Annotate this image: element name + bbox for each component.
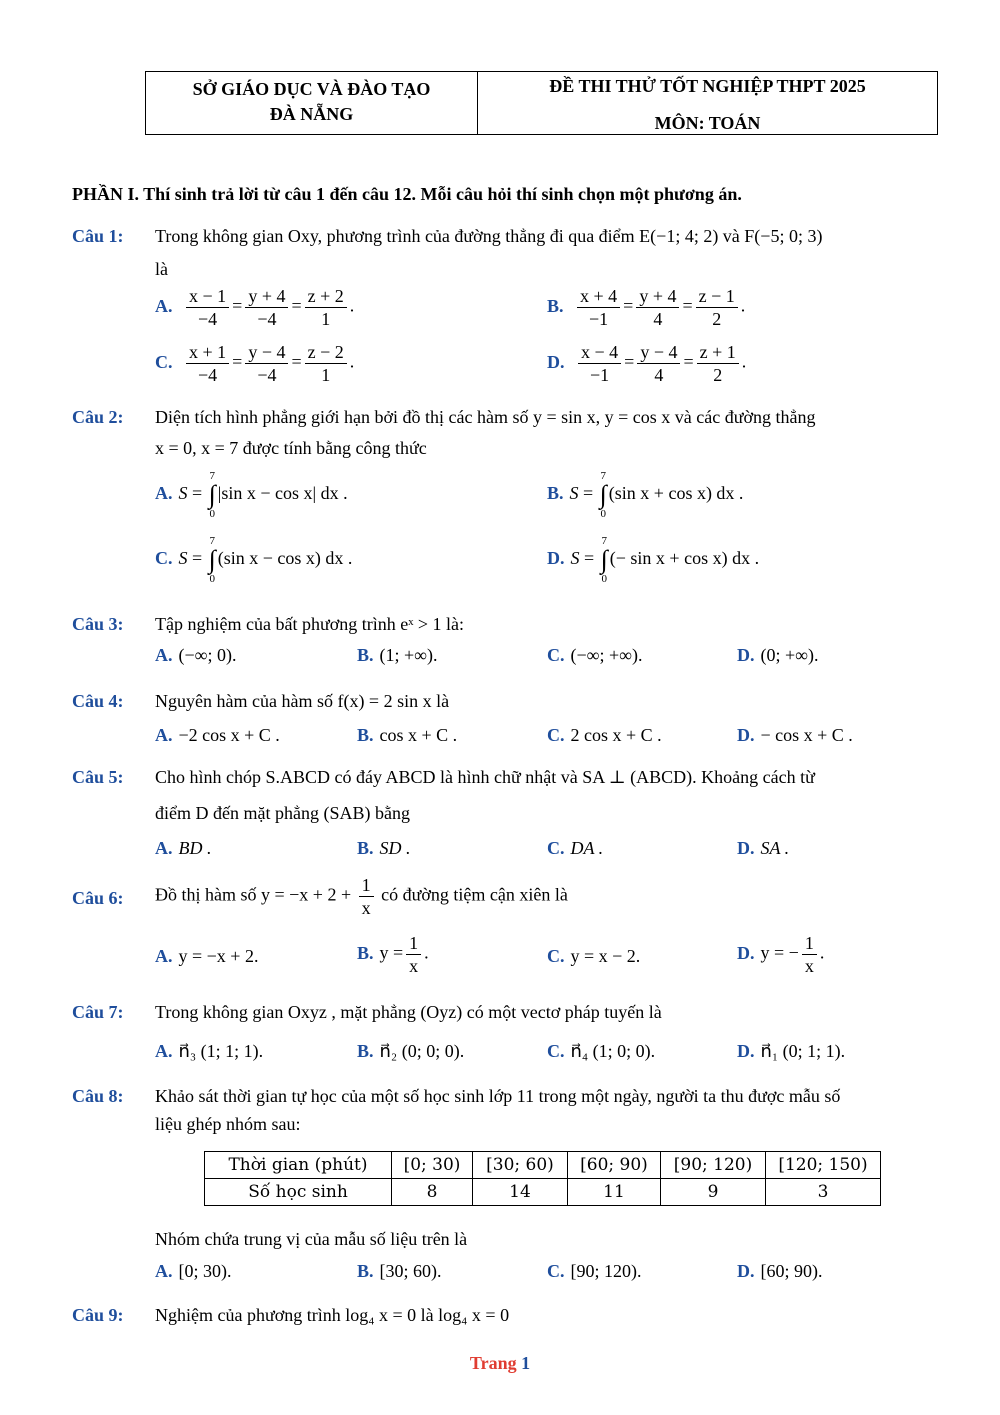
q2-option-b[interactable]: B. S = 7 ∫ 0 (sin x + cos x) dx . — [547, 470, 744, 520]
question-8-label: Câu 8: — [72, 1086, 124, 1106]
page-number: 1 — [521, 1353, 531, 1373]
q8-option-d[interactable] — [737, 1261, 823, 1282]
denominator: −4 — [198, 365, 218, 385]
table-cell: [120; 150) — [766, 1152, 881, 1179]
table-cell: [0; 30) — [392, 1152, 473, 1179]
q2-option-a[interactable]: A. S = 7 ∫ 0 |sin x − cos x| dx . — [155, 470, 348, 520]
numerator: z − 1 — [696, 285, 738, 308]
table-cell: 9 — [661, 1179, 766, 1206]
numerator: z + 2 — [305, 285, 347, 308]
numerator: z + 1 — [697, 341, 739, 364]
table-cell: [60; 90) — [568, 1152, 661, 1179]
integrand: (− sin x + cos x) dx . — [609, 548, 760, 569]
table-cell: Thời gian (phút) — [205, 1152, 392, 1179]
numerator: y + 4 — [636, 285, 679, 308]
header-right — [478, 72, 937, 134]
upper-limit: 7 — [209, 535, 215, 547]
question-7-label: Câu 7: — [72, 1002, 124, 1022]
page-footer — [0, 1353, 1000, 1374]
numerator: x − 4 — [578, 341, 621, 364]
q6-option-c[interactable] — [547, 946, 640, 967]
table-cell: 3 — [766, 1179, 881, 1206]
q5-option-c[interactable] — [547, 838, 603, 859]
option-letter: B. — [357, 838, 374, 858]
option-text: cos x + C . — [379, 725, 458, 745]
denominator: 1 — [321, 365, 331, 385]
option-text: [90; 120). — [570, 1261, 642, 1281]
option-letter: D. — [547, 548, 565, 569]
option-letter: C. — [547, 645, 565, 665]
exam-header — [145, 71, 938, 135]
option-text: (−∞; +∞). — [570, 645, 643, 665]
option-text: n⃗₂ (0; 0; 0). — [379, 1041, 465, 1061]
option-letter: C. — [547, 725, 565, 745]
upper-limit: 7 — [209, 470, 215, 482]
q6-option-d[interactable] — [737, 932, 824, 977]
q8-option-a[interactable] — [155, 1261, 232, 1282]
option-letter: C. — [155, 351, 173, 372]
option-letter: C. — [547, 1261, 565, 1281]
denominator: −1 — [590, 365, 610, 385]
q7-option-b[interactable] — [357, 1041, 464, 1062]
option-letter: C. — [547, 838, 565, 858]
table-row — [205, 1179, 881, 1206]
question-5-text: Cho hình chóp S.ABCD có đáy ABCD là hình chữ nhật và SA ⊥ (ABCD). Khoảng cách từ — [155, 767, 815, 787]
question-6-text-b: có đường tiệm cận xiên là — [381, 884, 568, 905]
table-cell: [30; 60) — [473, 1152, 568, 1179]
option-letter: D. — [547, 351, 565, 372]
numerator: 1 — [406, 932, 421, 955]
question-2-text-cont: x = 0, x = 7 được tính bằng công thức — [155, 438, 427, 458]
table-cell: [90; 120) — [661, 1152, 766, 1179]
integral-sign: 7 ∫ 0 — [208, 535, 216, 585]
question-8-text-after-table: Nhóm chứa trung vị của mẫu số liệu trên là — [155, 1229, 468, 1249]
question-5-text-cont: điểm D đến mặt phẳng (SAB) bằng — [155, 803, 410, 823]
denominator: x — [409, 956, 419, 976]
denominator: 4 — [653, 309, 663, 329]
denominator: x — [804, 956, 814, 976]
lower-limit: 0 — [600, 508, 606, 520]
integral-sign: 7 ∫ 0 — [208, 470, 216, 520]
question-1-text-cont: là — [155, 259, 168, 279]
department-name: SỞ GIÁO DỤC VÀ ĐÀO TẠO — [192, 79, 431, 99]
q7-option-a[interactable] — [155, 1041, 263, 1062]
numerator: z − 2 — [305, 341, 347, 364]
integrand: |sin x − cos x| dx . — [217, 483, 348, 504]
q4-option-a[interactable] — [155, 725, 280, 746]
q4-option-b[interactable] — [357, 725, 457, 746]
option-text: y = — [379, 942, 404, 963]
q3-option-b[interactable] — [357, 645, 438, 666]
question-9-text: Nghiệm của phương trình log₄ x = 0 là log₄ x = 0 — [155, 1305, 510, 1325]
option-letter: A. — [155, 645, 173, 665]
option-letter: B. — [357, 645, 374, 665]
option-letter: B. — [547, 483, 564, 504]
upper-limit: 7 — [600, 470, 606, 482]
denominator: −4 — [198, 309, 218, 329]
option-letter: A. — [155, 946, 173, 966]
denominator: 1 — [321, 309, 331, 329]
q3-option-c[interactable] — [547, 645, 642, 666]
option-text: (1; +∞). — [379, 645, 438, 665]
option-letter: D. — [737, 942, 755, 963]
option-letter: B. — [547, 295, 564, 316]
question-2-text: Diện tích hình phẳng giới hạn bởi đồ thị các hàm số y = sin x, y = cos x và các đường thẳng — [155, 407, 816, 427]
table-cell: 11 — [568, 1179, 661, 1206]
question-6-label: Câu 6: — [72, 888, 124, 908]
option-text: SD . — [379, 838, 411, 858]
option-letter: D. — [737, 1041, 755, 1061]
option-letter: D. — [737, 725, 755, 745]
integral-sign: 7 ∫ 0 — [600, 535, 608, 585]
numerator: y − 4 — [637, 341, 680, 364]
numerator: y − 4 — [245, 341, 288, 364]
option-letter: A. — [155, 1041, 173, 1061]
q1-option-c[interactable]: C. $\frac{x + 1}{-4}$ = $\frac{y - 4}{-4}$ = $\frac{z - 2}{1}$ . — [155, 342, 355, 385]
option-text: y = − — [760, 942, 799, 963]
q3-option-d[interactable] — [737, 645, 818, 666]
lower-limit: 0 — [209, 508, 215, 520]
question-2-label: Câu 2: — [72, 407, 124, 427]
q6-option-b[interactable] — [357, 932, 429, 977]
numerator: 1 — [359, 874, 374, 897]
q7-option-d[interactable] — [737, 1041, 845, 1062]
option-text: [30; 60). — [379, 1261, 442, 1281]
question-9-label: Câu 9: — [72, 1305, 124, 1325]
option-text: y = −x + 2. — [178, 946, 259, 966]
table-cell: 8 — [392, 1179, 473, 1206]
question-1-text: Trong không gian Oxy, phương trình của đường thẳng đi qua điểm E(−1; 4; 2) và F(−5; 0; 3) — [155, 226, 823, 246]
page-word: Trang — [469, 1353, 517, 1373]
upper-limit: 7 — [601, 535, 607, 547]
question-8-text: Khảo sát thời gian tự học của một số học sinh lớp 11 trong một ngày, người ta thu được mẫu số — [155, 1086, 841, 1106]
q4-option-d[interactable] — [737, 725, 853, 746]
option-letter: B. — [357, 1261, 374, 1281]
denominator: 2 — [713, 365, 723, 385]
q8-option-c[interactable] — [547, 1261, 642, 1282]
question-7-text: Trong không gian Oxyz , mặt phẳng (Oyz) có một vectơ pháp tuyến là — [155, 1002, 662, 1022]
q5-option-a[interactable] — [155, 838, 212, 859]
question-4-text: Nguyên hàm của hàm số f(x) = 2 sin x là — [155, 691, 450, 711]
q5-option-b[interactable] — [357, 838, 411, 859]
option-letter: B. — [357, 942, 374, 963]
question-4-label: Câu 4: — [72, 691, 124, 711]
q4-option-c[interactable] — [547, 725, 662, 746]
option-letter: B. — [357, 1041, 374, 1061]
part-title: PHẦN I. Thí sinh trả lời từ câu 1 đến câu 12. Mỗi câu hỏi thí sinh chọn một phương án. — [72, 184, 742, 204]
period: . — [424, 942, 429, 963]
header-left — [146, 72, 478, 134]
numerator: y + 4 — [245, 285, 288, 308]
city-name: ĐÀ NẴNG — [269, 104, 354, 124]
option-letter: B. — [357, 725, 374, 745]
grouped-data-table — [204, 1151, 881, 1206]
option-text: [0; 30). — [178, 1261, 232, 1281]
option-text: n⃗₁ (0; 1; 1). — [760, 1041, 846, 1061]
option-letter: C. — [155, 548, 173, 569]
option-text: − cos x + C . — [760, 725, 853, 745]
denominator: −1 — [589, 309, 609, 329]
option-text: (0; +∞). — [760, 645, 819, 665]
option-letter: C. — [547, 1041, 565, 1061]
option-text: −2 cos x + C . — [178, 725, 280, 745]
q1-option-d[interactable]: D. $\frac{x - 4}{-1}$ = $\frac{y - 4}{4}$ = $\frac{z + 1}{2}$ . — [547, 342, 747, 385]
option-letter: A. — [155, 295, 173, 316]
q2-option-c[interactable]: C. S = 7 ∫ 0 (sin x − cos x) dx . — [155, 535, 353, 585]
denominator: −4 — [257, 365, 277, 385]
question-3-label: Câu 3: — [72, 614, 124, 634]
table-cell: 14 — [473, 1179, 568, 1206]
question-8-text-cont: liệu ghép nhóm sau: — [155, 1114, 301, 1134]
option-letter: A. — [155, 838, 173, 858]
period: . — [819, 942, 825, 963]
q8-option-b[interactable] — [357, 1261, 442, 1282]
q6-option-a[interactable] — [155, 946, 258, 967]
option-text: SA . — [760, 838, 790, 858]
table-row — [205, 1152, 881, 1179]
question-6-text-a: Đồ thị hàm số y = −x + 2 + — [155, 884, 352, 905]
option-text: DA . — [570, 838, 604, 858]
option-text: [60; 90). — [760, 1261, 823, 1281]
integral-sign: 7 ∫ 0 — [599, 470, 607, 520]
subject-name: MÔN: TOÁN — [654, 113, 761, 133]
numerator: x − 1 — [186, 285, 229, 308]
option-letter: C. — [547, 946, 565, 966]
question-5-label: Câu 5: — [72, 767, 124, 787]
question-1-label: Câu 1: — [72, 226, 124, 246]
question-3-text: Tập nghiệm của bất phương trình eˣ > 1 là: — [155, 614, 465, 634]
option-text: n⃗₄ (1; 0; 0). — [570, 1041, 656, 1061]
option-text: 2 cos x + C . — [570, 725, 662, 745]
numerator: x + 1 — [186, 341, 229, 364]
denominator: −4 — [257, 309, 277, 329]
option-letter: D. — [737, 1261, 755, 1281]
question-6-text — [155, 874, 568, 919]
table-cell: Số học sinh — [205, 1179, 392, 1206]
option-letter: D. — [737, 645, 755, 665]
option-text: BD . — [178, 838, 212, 858]
numerator: 1 — [802, 932, 817, 955]
option-letter: D. — [737, 838, 755, 858]
q1-option-b[interactable]: B. $\frac{x + 4}{-1}$ = $\frac{y + 4}{4}$ = $\frac{z - 1}{2}$ . — [547, 286, 746, 329]
integrand: (sin x + cos x) dx . — [608, 483, 744, 504]
option-letter: A. — [155, 725, 173, 745]
numerator: x + 4 — [577, 285, 620, 308]
exam-title: ĐỀ THI THỬ TỐT NGHIỆP THPT 2025 — [549, 76, 866, 96]
option-letter: A. — [155, 1261, 173, 1281]
lower-limit: 0 — [209, 573, 215, 585]
q5-option-d[interactable] — [737, 838, 789, 859]
option-letter: A. — [155, 483, 173, 504]
option-text: n⃗₃ (1; 1; 1). — [178, 1041, 264, 1061]
q1-option-a[interactable]: A. $\frac{x - 1}{-4}$ = $\frac{y + 4}{-4}$ = $\frac{z + 2}{1}$ . — [155, 286, 355, 329]
integrand: (sin x − cos x) dx . — [217, 548, 353, 569]
denominator: x — [361, 898, 371, 918]
q3-option-a[interactable] — [155, 645, 236, 666]
denominator: 4 — [654, 365, 664, 385]
option-text: y = x − 2. — [570, 946, 641, 966]
denominator: 2 — [712, 309, 722, 329]
q2-option-d[interactable]: D. S = 7 ∫ 0 (− sin x + cos x) dx . — [547, 535, 760, 585]
option-text: (−∞; 0). — [178, 645, 237, 665]
lower-limit: 0 — [601, 573, 607, 585]
q7-option-c[interactable] — [547, 1041, 655, 1062]
